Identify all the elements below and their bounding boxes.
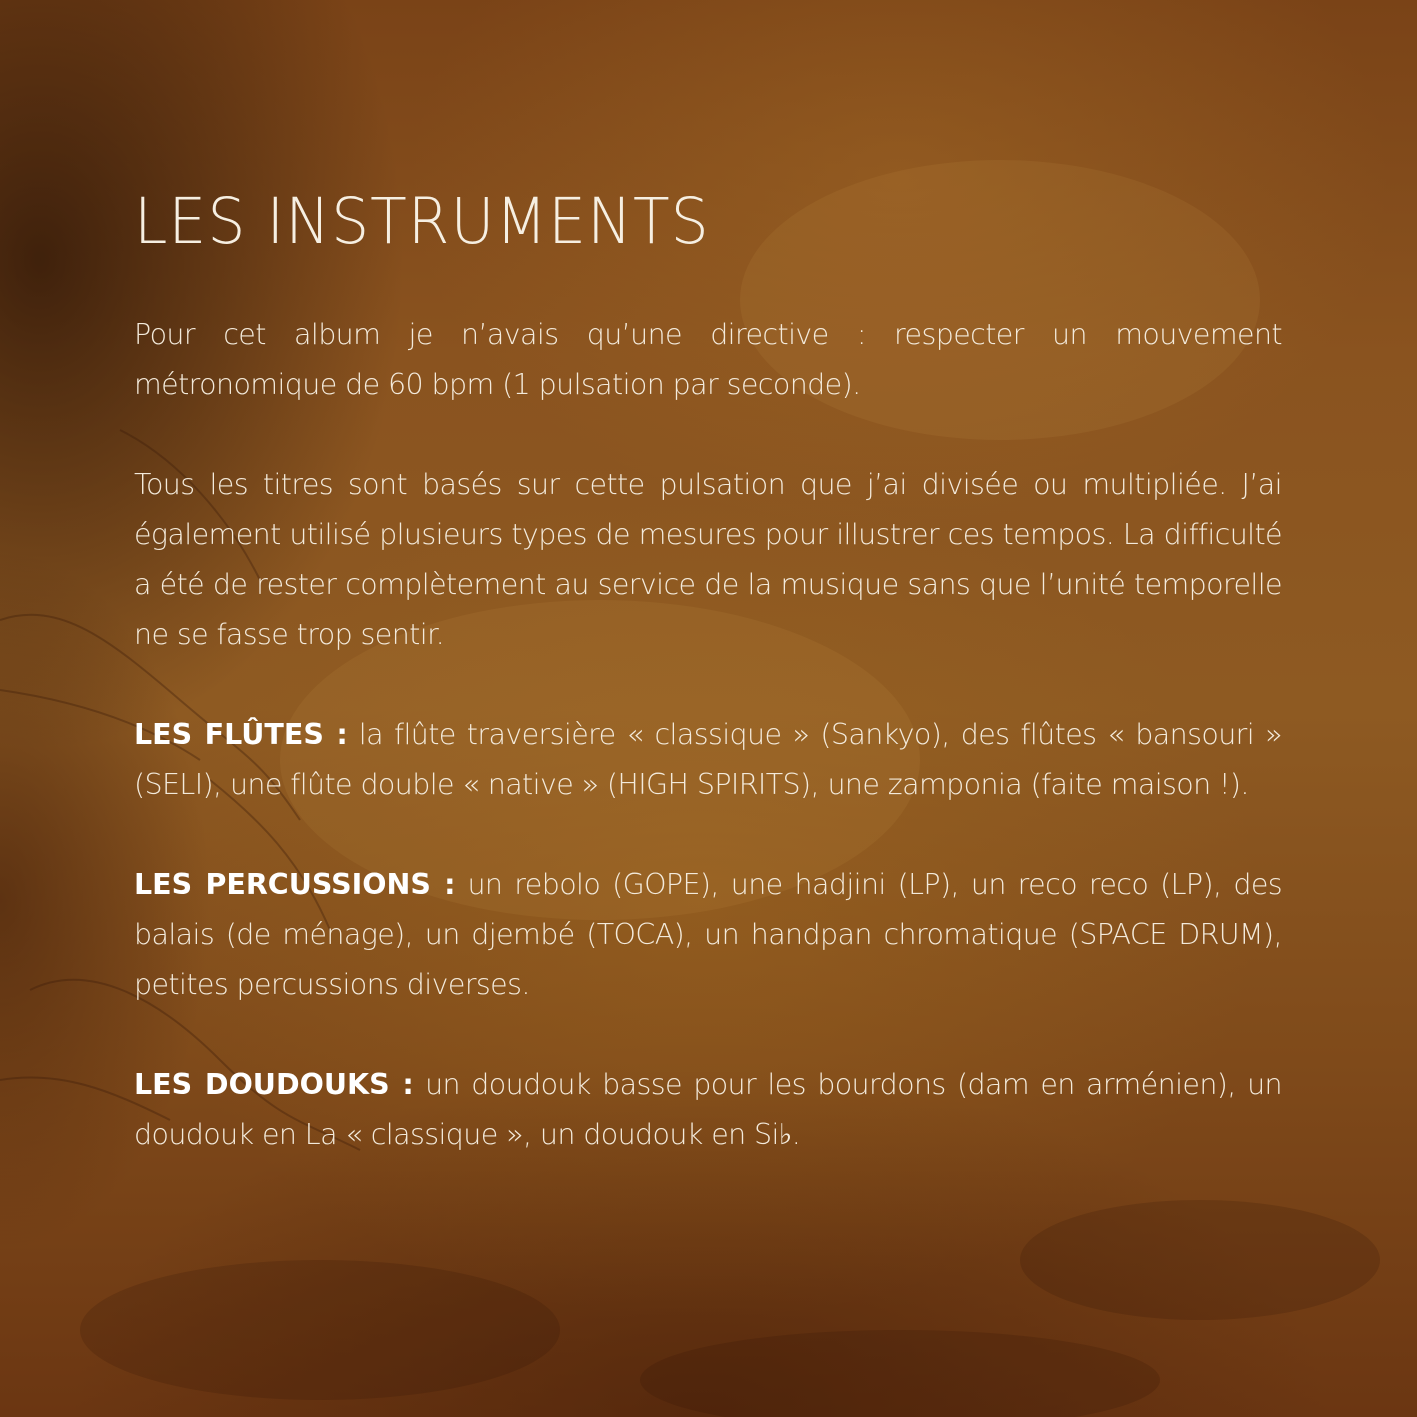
section-doudouks [134, 1060, 1282, 1160]
section-percussions [134, 860, 1282, 1010]
intro-paragraph-1: Pour cet album je n’avais qu’une directive : respecter un mouvement métronomique de 60 bpm (1 pulsation par seconde). [134, 318, 1282, 401]
section-percussions-label: LES PERCUSSIONS : [134, 868, 456, 901]
intro-paragraph-2: Tous les titres sont basés sur cette pulsation que j’ai divisée ou multipliée. J’ai également utilisé plusieurs types de mesures pour illustrer ces tempos. La difficulté a été de rester complètement au service de la musique sans que l’unité temporelle ne se fasse trop sentir. [134, 468, 1282, 651]
section-flutes-label: LES FLÛTES : [134, 718, 348, 751]
section-doudouks-text: un doudouk basse pour les bourdons (dam en arménien), un doudouk en La « classique », un doudouk en Si♭. [134, 1068, 1282, 1151]
section-flutes [134, 710, 1282, 810]
section-flutes-text: la flûte traversière « classique » (Sankyo), des flûtes « bansouri » (SELI), une flûte double « native » (HIGH SPIRITS), une zamponia (faite maison !). [134, 718, 1282, 801]
section-percussions-text: un rebolo (GOPE), une hadjini (LP), un reco reco (LP), des balais (de ménage), un djembé (TOCA), un handpan chromatique (SPACE DRUM), petites percussions diverses. [134, 868, 1282, 1001]
section-doudouks-label: LES DOUDOUKS : [134, 1068, 414, 1101]
main-text-block [134, 180, 1282, 1210]
page-title: LES INSTRUMENTS [134, 185, 710, 259]
